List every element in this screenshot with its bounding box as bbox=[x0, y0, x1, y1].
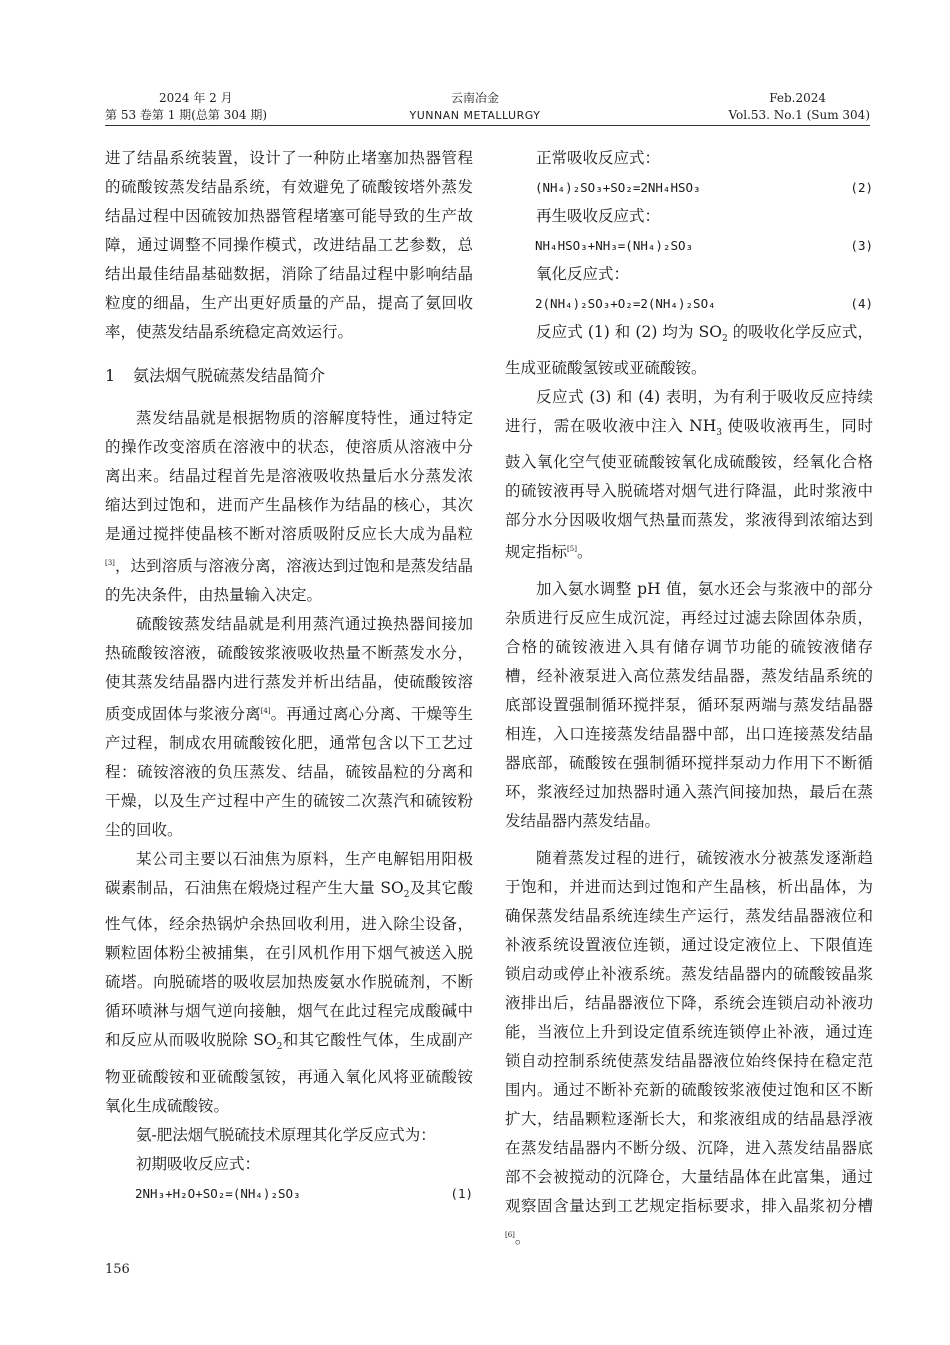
paragraph: 加入氨水调整 pH 值，氨水还会与浆液中的部分杂质进行反应生成沉淀，再经过过滤去除固体杂质，合格的硫铵液进入具有储存调节功能的硫铵液储存槽，经补液泵进入高位蒸发结晶器，蒸发结晶系统的底部设置强制循环搅拌泵，循环泵两端与蒸发结晶器相连，入口连接蒸发结晶器中部，出口连接蒸发结晶器底部，硫酸铵在强制循环搅拌泵动力作用下不断循环，浆液经过加热器时通入蒸汽间接加热，最后在蒸发结晶器内蒸发结晶。 bbox=[505, 580, 873, 831]
section-number: 1 bbox=[105, 366, 116, 385]
equation bbox=[105, 1179, 473, 1208]
equation-formula: NH₄HSO₃+NH₃=(NH₄)₂SO₃ bbox=[535, 238, 694, 253]
equation-number: (4) bbox=[850, 296, 873, 311]
paragraph bbox=[105, 845, 473, 1120]
paragraph bbox=[505, 383, 873, 567]
journal-title: 云南冶金 bbox=[450, 91, 499, 105]
citation: [5] bbox=[567, 545, 577, 554]
text: 。再通过离心分离、干燥等生产过程，制成农用硫酸铵化肥，通常包含以下工艺过程：硫铵溶液的负压蒸发、结晶，硫铵晶粒的分离和干燥，以及生产过程中产生的硫铵二次蒸汽和硫铵粉尘的回收。 bbox=[105, 705, 473, 840]
subscript: 2 bbox=[276, 1042, 283, 1053]
header-volume: 第 53 卷第 1 期(总第 304 期) bbox=[105, 108, 268, 122]
paragraph: 进了结晶系统装置，设计了一种防止堵塞加热器管程的硫酸铵蒸发结晶系统，有效避免了硫酸铵塔外蒸发结晶过程中因硫铵加热器管程堵塞可能导致的生产故障，通过调整不同操作模式，改进结晶工艺参数，总结出最佳结晶基础数据，消除了结晶过程中影响结晶粒度的细晶，生产出更好质量的产品，提高了氨回收率，使蒸发结晶系统稳定高效运行。 bbox=[105, 149, 473, 341]
equation-label: 氧化反应式： bbox=[536, 265, 630, 283]
equation-label: 初期吸收反应式： bbox=[136, 1154, 261, 1173]
equation-number: (2) bbox=[850, 180, 873, 195]
header-right bbox=[650, 90, 870, 124]
equation bbox=[505, 231, 873, 260]
text: 和其它酸性气体，生成副产物亚硫酸铵和亚硫酸氢铵，再通入氧化风将亚硫酸铵氧化生成硫酸铵。 bbox=[105, 1031, 473, 1115]
header-volume-en: Vol.53. No.1 (Sum 304) bbox=[728, 108, 870, 122]
section-heading bbox=[105, 361, 473, 390]
citation: [6] bbox=[505, 1231, 515, 1240]
section-title: 氨法烟气脱硫蒸发结晶简介 bbox=[133, 366, 326, 385]
equation-formula: (NH₄)₂SO₃+SO₂=2NH₄HSO₃ bbox=[535, 180, 701, 195]
right-column bbox=[505, 144, 873, 1254]
paragraph bbox=[505, 844, 873, 1253]
text: ，达到溶质与溶液分离，溶液达到过饱和是蒸发结晶的先决条件，由热量输入决定。 bbox=[105, 557, 473, 605]
equation-formula: 2NH₃+H₂O+SO₂=(NH₄)₂SO₃ bbox=[135, 1185, 301, 1201]
subscript: 3 bbox=[716, 428, 722, 439]
equation-label: 正常吸收反应式： bbox=[536, 149, 661, 167]
paragraph bbox=[105, 404, 473, 610]
equation-label: 再生吸收反应式： bbox=[536, 207, 661, 225]
left-column bbox=[105, 144, 473, 1208]
citation: [4] bbox=[260, 707, 271, 716]
equation bbox=[505, 173, 873, 202]
header-date-en: Feb.2024 bbox=[769, 91, 826, 105]
header-rule bbox=[105, 125, 870, 126]
paragraph bbox=[505, 318, 873, 383]
text: 及其它酸性气体，经余热锅炉余热回收利用，进入除尘设备，颗粒固体粉尘被捕集，在引风机作用下烟气被送入脱硫塔。向脱硫塔的吸收层加热废氨水作脱硫剂，不断循环喷淋与烟气逆向接触，烟气在此过程完成酸碱中和反应从而吸收脱除 SO bbox=[105, 879, 473, 1050]
text: 反应式 (1) 和 (2) 均为 SO bbox=[536, 323, 722, 341]
subscript: 2 bbox=[403, 890, 410, 901]
subscript: 2 bbox=[721, 334, 728, 345]
citation: [3] bbox=[105, 559, 115, 567]
journal-title-en: YUNNAN METALLURGY bbox=[409, 109, 541, 122]
header-center bbox=[375, 90, 575, 124]
text: 随着蒸发过程的进行，硫铵液水分被蒸发逐渐趋于饱和，并进而达到过饱和产生晶核，析出晶体，为确保蒸发结晶系统连续生产运行，蒸发结晶器液位和补液系统设置液位连锁，通过设定液位上、下限值连锁启动或停止补液系统。蒸发结晶器内的硫酸铵晶浆液排出后，结晶器液位下降，系统会连锁启动补液功能，当液位上升到设定值系统连锁停止补液，通过连锁自动控制系统使蒸发结晶器液位始终保持在稳定范围内。通过不断补充新的硫酸铵浆液使过饱和区不断扩大，结晶颗粒逐渐长大，和浆液组成的结晶悬浮液在蒸发结晶器内不断分级、沉降，进入蒸发结晶器底部不会被搅动的沉降仓，大量结晶体在此富集，通过观察固含量达到工艺规定指标要求，排入晶浆初分槽 bbox=[505, 849, 873, 1216]
text: 的吸收化学反应式，生成亚硫酸氢铵或亚硫酸铵。 bbox=[505, 323, 873, 378]
equation-number: (3) bbox=[850, 238, 873, 253]
paragraph bbox=[105, 610, 473, 845]
paragraph: 氨-肥法烟气脱硫技术原理其化学反应式为： bbox=[136, 1125, 436, 1144]
header-date: 2024 年 2 月 bbox=[159, 91, 233, 105]
text: 。 bbox=[576, 543, 593, 562]
equation bbox=[505, 289, 873, 318]
text: 使吸收液再生，同时鼓入氧化空气使亚硫酸铵氧化成硫酸铵，经氧化合格的硫铵液再导入脱硫塔对烟气进行降温，此时浆液中部分水分因吸收烟气热量而蒸发，浆液得到浓缩达到规定指标 bbox=[505, 417, 873, 562]
header-left bbox=[105, 90, 305, 124]
text: 。 bbox=[514, 1229, 531, 1248]
text: 某公司主要以石油焦为原料，生产电解铝用阳极碳素制品，石油焦在煅烧过程产生大量 SO bbox=[105, 850, 473, 898]
text: 硫酸铵蒸发结晶就是利用蒸汽通过换热器间接加热硫酸铵溶液，硫酸铵浆液吸收热量不断蒸发水分，使其蒸发结晶器内进行蒸发并析出结晶，使硫酸铵溶质变成固体与浆液分离 bbox=[105, 615, 473, 724]
text: 反应式 (3) 和 (4) 表明，为有利于吸收反应持续进行，需在吸收液中注入 NH bbox=[505, 388, 873, 436]
equation-number: (1) bbox=[450, 1185, 473, 1201]
page-number: 156 bbox=[105, 1262, 130, 1277]
equation-formula: 2(NH₄)₂SO₃+O₂=2(NH₄)₂SO₄ bbox=[535, 296, 716, 311]
text: 蒸发结晶就是根据物质的溶解度特性，通过特定的操作改变溶质在溶液中的状态，使溶质从溶液中分离出来。结晶过程首先是溶液吸收热量后水分蒸发浓缩达到过饱和，进而产生晶核作为结晶的核心，其次是通过搅拌使晶核不断对溶质吸附反应长大成为晶粒 bbox=[105, 409, 473, 543]
